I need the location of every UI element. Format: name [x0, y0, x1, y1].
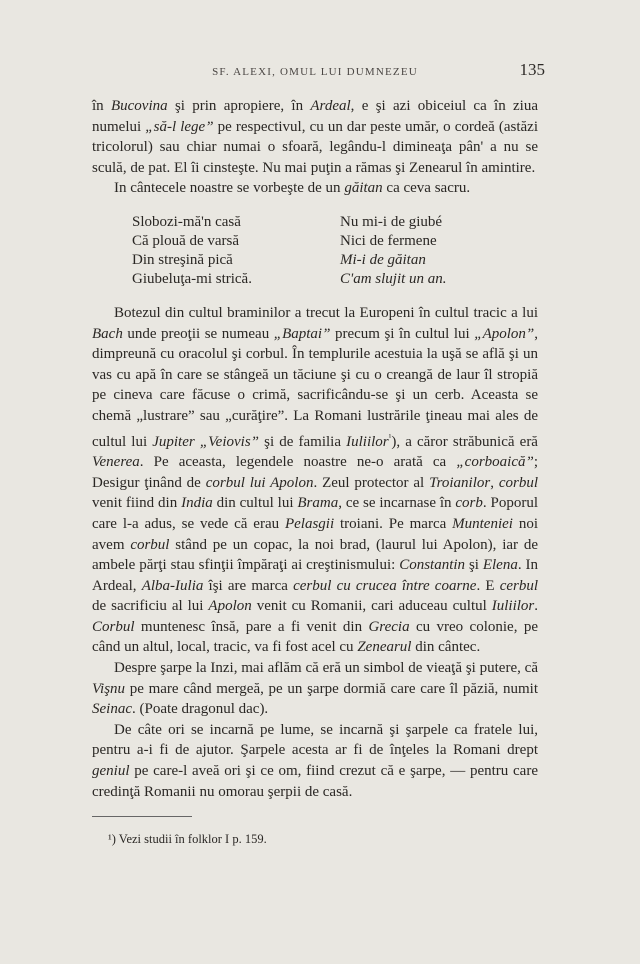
paragraph-5: De câte ori se incarnă pe lume, se incarnă şi şarpele ca fratele lui, pentru a-i fi de ajutor. Şarpele acesta ar fi de înţeles la Romani drept geniul pe care-l aveă ori şi ce om, fiind crezut că e şarpe, — pentru care credinţă Romanii nu omorau şerpii de casă. — [92, 721, 538, 800]
verse-right-line: Mi-i de găitan — [340, 251, 426, 268]
running-header: SF. ALEXI, OMUL LUI DUMNEZEU — [212, 66, 418, 78]
verse-right-line: Nu mi-i de giubé — [340, 213, 443, 230]
paragraph-2: In cântecele noastre se vorbeşte de un găitan ca ceva sacru. — [114, 180, 471, 197]
footnote: ¹) Vezi studii în folklor I p. 159. — [108, 832, 267, 847]
verse-right-line: Nici de fermene — [340, 232, 437, 249]
verse-left-line: Giubeluţa-mi strică. — [132, 270, 252, 287]
folk-verse — [132, 213, 538, 289]
verse-left-line: Că plouă de varsă — [132, 232, 240, 249]
paragraph-4: Despre şarpe la Inzi, mai aflăm că eră un simbol de vieaţă şi putere, că Vişnu pe mare când mergeă, pe un şarpe dormiă care care îl păziă, numit Seinac. (Poate dragonul dac). — [92, 660, 538, 718]
paragraph-1: în Bucovina şi prin apropiere, în Ardeal, e şi azi obiceiul ca în ziua numelui „să-l lege” pe respectivul, cu un dar peste umăr, o cordeă (astăzi tricolorul) sau chiar numai o sfoară, legându-l dimineaţa pân' a nu se sculă, de pat. El îi cinsteşte. Nu mai puţin a rămas şi Zenearul în amintire. — [92, 98, 538, 176]
footnote-divider — [92, 816, 192, 817]
verse-left-line: Din streşină pică — [132, 251, 233, 268]
verse-left-line: Slobozi-mă'n casă — [132, 213, 241, 230]
page-body — [92, 96, 538, 850]
page-number: 135 — [519, 60, 545, 79]
paragraph-3: Botezul din cultul braminilor a trecut la Europeni în cultul tracic a lui Bach unde preoţii se numeau „Baptai” precum şi în cultul lui „Apolon”, dimpreună cu oracolul şi corbul. În templurile acestuia la uşă se află şi un vas cu apă în care se stângeă un tăciune şi cu o creangă de laur îl stropiă pe cineva care făcuse o crimă, sacrificându-se şi un cerb. Aceasta se chemă „lustrare” sau „curăţire”. La Romani lustrările ţineau mai ales de cultul lui Jupiter „Veiovis” şi de familia Iuliilor$^{^1}$), a căror străbunică eră Venerea. Pe aceasta, legendele noastre ne-o arată ca „corboaică”; Desigur ţinând de corbul lui Apolon. Zeul protector al Troianilor, corbul venit fiind din India din cultul lui Brama, ce se incarnase în corb. Poporul care l-a adus, se vede că erau Pelasgii troiani. Pe marca Munteniei noi avem corbul stând pe un copac, la noi brad, (laurul lui Apolon), iar de ambele părţi stau sfinţii împăraţi ai creştinismului: Constantin şi Elena. In Ardeal, Alba-Iulia îşi are marca cerbul cu crucea între coarne. E cerbul de sacrificiu al lui Apolon venit cu Romanii, cari aduceau cultul Iuliilor. Corbul muntenesc însă, pare a fi venit din Grecia cu vreo colonie, pe când un altul, local, tracic, va fi fost acel cu Zenearul din cântec. — [92, 304, 539, 656]
verse-right-line: C'am slujit un an. — [340, 270, 447, 287]
